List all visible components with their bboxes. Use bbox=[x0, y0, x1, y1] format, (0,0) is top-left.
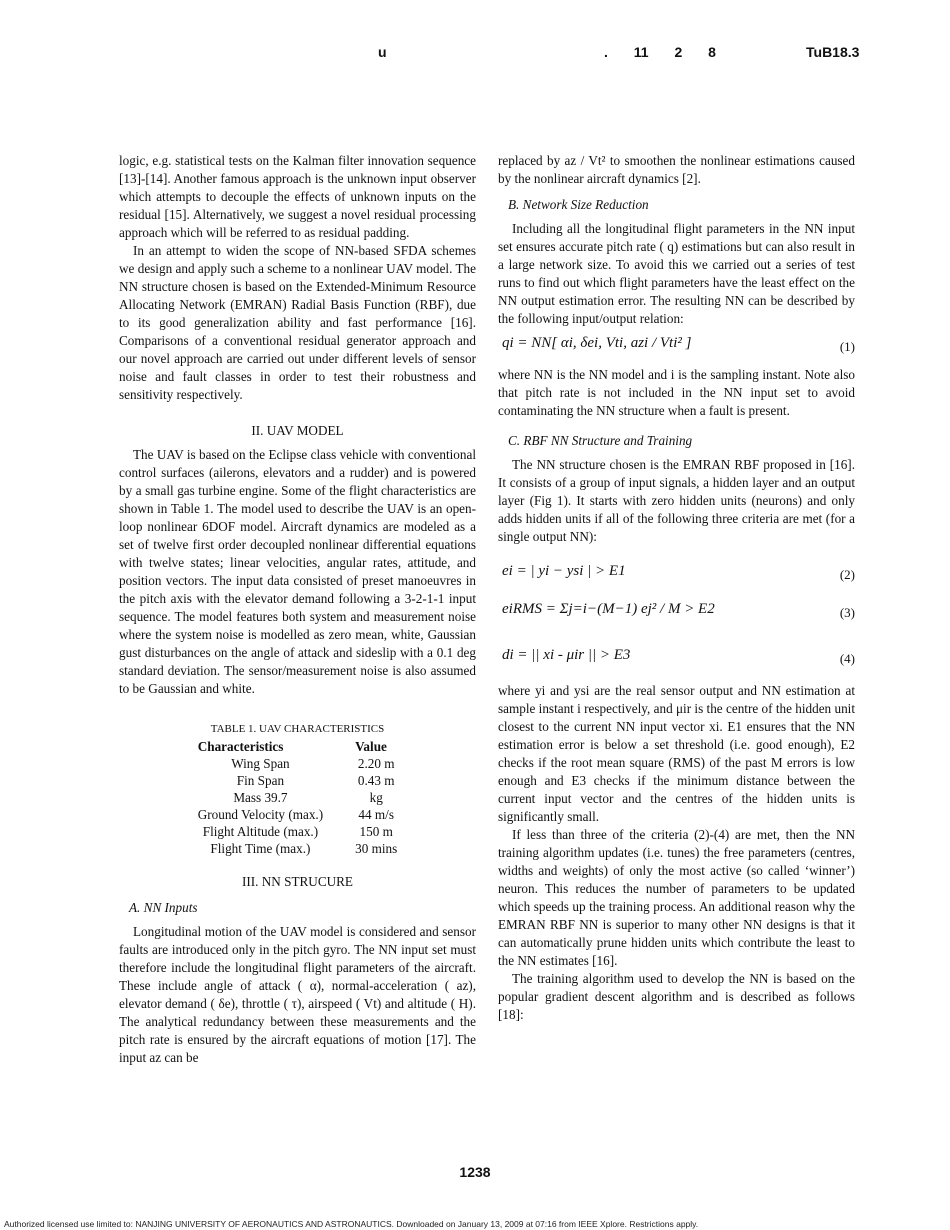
equation-3-number: (3) bbox=[839, 605, 855, 620]
right-paragraph-7: The training algorithm used to develop the NN is based on the popular gradient descent algorithm and is described as follows [18]: bbox=[498, 971, 855, 1022]
left-column bbox=[119, 152, 476, 1067]
left-paragraph-3: The UAV is based on the Eclipse class vehicle with conventional control surfaces (ailerons, elevators and a rudder) and is powered by a small gas turbine engine. Some of the flight characteristics are shown in Table 1. The model used to describe the UAV is an open-loop nonlinear 6DOF model. Aircraft dynamics are modeled as a set of twelve first order decoupled nonlinear differential equations with twelve states; linear velocities, angular rates, attitude, and position vectors. The input data consisted of preset manoeuvres in the pitch axis with the elevator demand following a 3-2-1-1 input sequence. The model features both system and measurement noise where the system noise is modelled as zero mean, white, Gaussian gust disturbances on the angle of attack and sideslip with a 0.1 deg standard deviation. The sensor/measurement noise is also assumed to be Gaussian and white. bbox=[119, 447, 476, 696]
running-header-date: . 11 2 8 bbox=[604, 44, 716, 60]
table-cell: Wing Span bbox=[231, 756, 290, 771]
right-paragraph-3: where NN is the NN model and i is the sampling instant. Note also that pitch rate is not included in the NN input set to avoid contaminating the NN structure when a fault is present. bbox=[498, 367, 855, 418]
table-cell: Mass 39.7 bbox=[233, 790, 288, 805]
table-cell: 2.20 m bbox=[357, 756, 395, 771]
table-cell: Flight Altitude (max.) bbox=[202, 824, 319, 839]
table-row bbox=[182, 806, 414, 823]
table-cell: 0.43 m bbox=[357, 773, 395, 788]
table-row bbox=[182, 823, 414, 840]
equation-3 bbox=[498, 594, 855, 640]
equation-4 bbox=[498, 640, 855, 678]
right-paragraph-1: replaced by az / Vt² to smoothen the nonlinear estimations caused by the nonlinear aircraft dynamics [2]. bbox=[498, 153, 855, 186]
left-paragraph-1: logic, e.g. statistical tests on the Kalman filter innovation sequence [13]-[14]. Another famous approach is the unknown input observer which attempts to decouple the effects of unknown inputs on the residual [15]. Alternatively, we suggest a novel residual processing approach which will be referred to as residual padding. bbox=[119, 153, 476, 240]
running-header-left: u bbox=[378, 44, 387, 60]
equation-4-expression: di = || xi - μir || > E3 bbox=[502, 647, 631, 663]
table-row bbox=[182, 789, 414, 806]
right-column bbox=[498, 152, 855, 1024]
equation-1-expression: qi = NN[ αi, δei, Vti, azi / Vti² ] bbox=[502, 335, 692, 351]
running-header-session: TuB18.3 bbox=[806, 44, 860, 60]
table-header-characteristics: Characteristics bbox=[197, 739, 284, 754]
right-paragraph-6: If less than three of the criteria (2)-(4) are met, then the NN training algorithm updates (i.e. tunes) the free parameters (centres, widths and weights) of only the most active (so called ‘winner’) neuron. This reduces the number of parameters to be updated which speeds up the training process. An additional reason why the EMRAN RBF NN is superior to many other NN designs is that it can automatically prune hidden units which contribute the least to the NN estimates [16]. bbox=[498, 827, 855, 968]
table-cell: 30 mins bbox=[355, 841, 398, 856]
right-paragraph-5: where yi and ysi are the real sensor output and NN estimation at sample instant i respectively, and μir is the centre of the hidden unit closest to the current NN input vector xi. E1 ensures that the NN estimation error is below a set threshold (i.e. good enough), E2 checks if the root mean square (RMS) of the past M errors is low enough and E3 checks if the minimum distance between the current input vector and the centres of the hidden units is significantly small. bbox=[498, 683, 855, 824]
section-heading-uav-model: II. UAV MODEL bbox=[251, 423, 344, 438]
equation-2 bbox=[498, 556, 855, 594]
equation-1 bbox=[498, 328, 855, 366]
left-paragraph-4: Longitudinal motion of the UAV model is considered and sensor faults are introduced only in the pitch gyro. The NN input set must therefore include the longitudinal flight parameters of the aircraft. These include angle of attack ( α), normal-acceleration ( az), elevator demand ( δe), throttle ( τ), airspeed ( Vt) and altitude ( H). The analytical redundancy between these measurements and the pitch rate is ensured by the aircraft equations of motion [17]. The input az can be bbox=[119, 924, 476, 1065]
table-row bbox=[182, 772, 414, 789]
equation-2-number: (2) bbox=[839, 567, 855, 582]
equation-4-number: (4) bbox=[839, 651, 855, 666]
table-header-value: Value bbox=[355, 739, 387, 754]
table-cell: 150 m bbox=[359, 824, 393, 839]
subsection-heading-nn-inputs: A. NN Inputs bbox=[129, 900, 198, 915]
equation-3-expression: eiRMS = Σj=i−(M−1) ej² / M > E2 bbox=[502, 601, 715, 617]
table-cell: 44 m/s bbox=[358, 807, 394, 822]
table-row bbox=[182, 755, 414, 772]
right-paragraph-2: Including all the longitudinal flight parameters in the NN input set ensures accurate pitch rate ( q) estimations but can also result in a large network size. To avoid this we carried out a series of test runs to find out which flight parameters have the least effect on the NN output estimation error. The resulting NN can be described by the following input/output relation: bbox=[498, 221, 855, 326]
subsection-heading-network-size: B. Network Size Reduction bbox=[508, 197, 649, 212]
table-header-row bbox=[182, 738, 414, 755]
table-cell: Fin Span bbox=[236, 773, 285, 788]
right-paragraph-4: The NN structure chosen is the EMRAN RBF proposed in [16]. It consists of a group of input signals, a hidden layer and an output layer (Fig 1). It starts with zero hidden units (neurons) and only adds hidden units if all of the following three criteria are met (for a single output NN): bbox=[498, 457, 855, 544]
table-caption: TABLE 1. UAV CHARACTERISTICS bbox=[210, 723, 385, 735]
table-cell: kg bbox=[369, 790, 383, 805]
left-paragraph-2: In an attempt to widen the scope of NN-based SFDA schemes we design and apply such a scheme to a nonlinear UAV model. The NN structure chosen is based on the Extended-Minimum Resource Allocating Network (EMRAN) Radial Basis Function (RBF), due to its good generalization ability and fast performance [16]. Comparisons of a conventional residual generator approach and our novel approach are carried out under different levels of sensor noise and fault classes in order to test their robustness and sensitivity respectively. bbox=[119, 243, 476, 402]
table-cell: Ground Velocity (max.) bbox=[197, 807, 324, 822]
page-number: 1238 bbox=[459, 1164, 491, 1180]
subsection-heading-rbf-training: C. RBF NN Structure and Training bbox=[508, 433, 693, 448]
table-row bbox=[182, 840, 414, 857]
equation-2-expression: ei = | yi − ysi | > E1 bbox=[502, 563, 626, 579]
uav-characteristics-table bbox=[182, 738, 414, 857]
table-cell: Flight Time (max.) bbox=[210, 841, 311, 856]
section-heading-nn-structure: III. NN STRUCURE bbox=[242, 874, 353, 889]
equation-1-number: (1) bbox=[839, 339, 855, 354]
license-notice: Authorized licensed use limited to: NANJING UNIVERSITY OF AERONAUTICS AND ASTRONAUTICS. Downloaded on January 13, 2009 at 07:16 from IEEE Xplore. Restrictions apply. bbox=[4, 1219, 699, 1229]
